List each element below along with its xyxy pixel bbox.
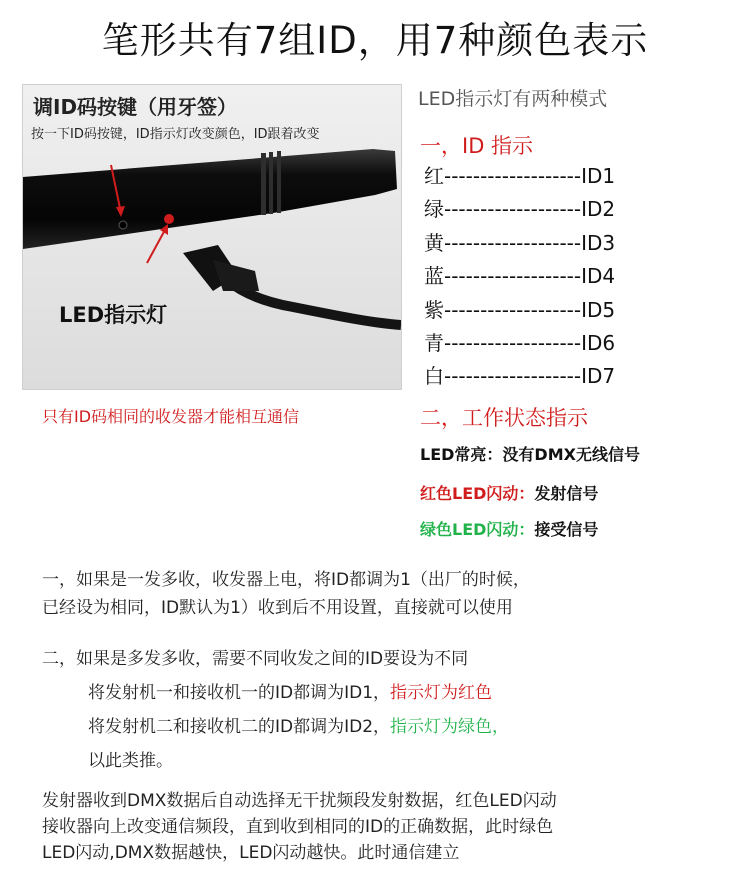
id-button-icon [119,221,127,229]
id-row: 黄-------------------ID3 [424,230,616,255]
id-match-note: 只有ID码相同的收发器才能相互通信 [42,407,300,426]
id-color-list [424,160,615,394]
product-photo [22,84,402,390]
paragraph-one-to-many: 一，如果是一发多收，收发器上电，将ID都调为1（出厂的时候， 已经设为相同，ID默认为1）收到后不用设置，直接就可以使用 [42,570,530,618]
paragraph-many-to-many-heading: 二，如果是多发多收，需要不同收发之间的ID要设为不同 [42,649,469,669]
id-row: 白-------------------ID7 [424,364,616,389]
led-label: LED指示灯 [59,303,168,327]
photo-title: 调ID码按键（用牙签） [33,95,238,119]
section-id-indication: 一，ID 指示 [420,134,534,158]
id-row: 蓝-------------------ID4 [424,264,616,289]
status-red-flash: 红色LED闪动：发射信号 [420,484,599,503]
id-row: 紫-------------------ID5 [424,297,616,322]
paragraph-many-to-many: 将发射机一和接收机一的ID都调为ID1，指示灯为红色 将发射机二和接收机二的ID都调为ID2，指示灯为绿色， 以此类推。 [88,683,510,771]
status-green-flash: 绿色LED闪动：接受信号 [420,520,599,539]
paragraph-dmx-notes: 发射器收到DMX数据后自动选择无干扰频段发射数据，红色LED闪动 接收器向上改变通信频段，直到收到相同的ID的正确数据，此时绿色 LED闪动,DMX数据越快，LED闪动越快。此时通信建立 [42,791,557,863]
section-status-indication: 二，工作状态指示 [420,406,588,430]
page-title: 笔形共有7组ID，用7种颜色表示 [101,19,649,62]
id-row: 青-------------------ID6 [424,330,616,355]
id-row: 红-------------------ID1 [424,164,616,188]
photo-description: 按一下ID码按键，ID指示灯改变颜色，ID跟着改变 [31,127,320,142]
id-row: 绿-------------------ID2 [424,197,616,222]
modes-title: LED指示灯有两种模式 [418,88,608,110]
led-indicator-icon [164,214,174,224]
status-steady: LED常亮：没有DMX无线信号 [420,445,640,464]
